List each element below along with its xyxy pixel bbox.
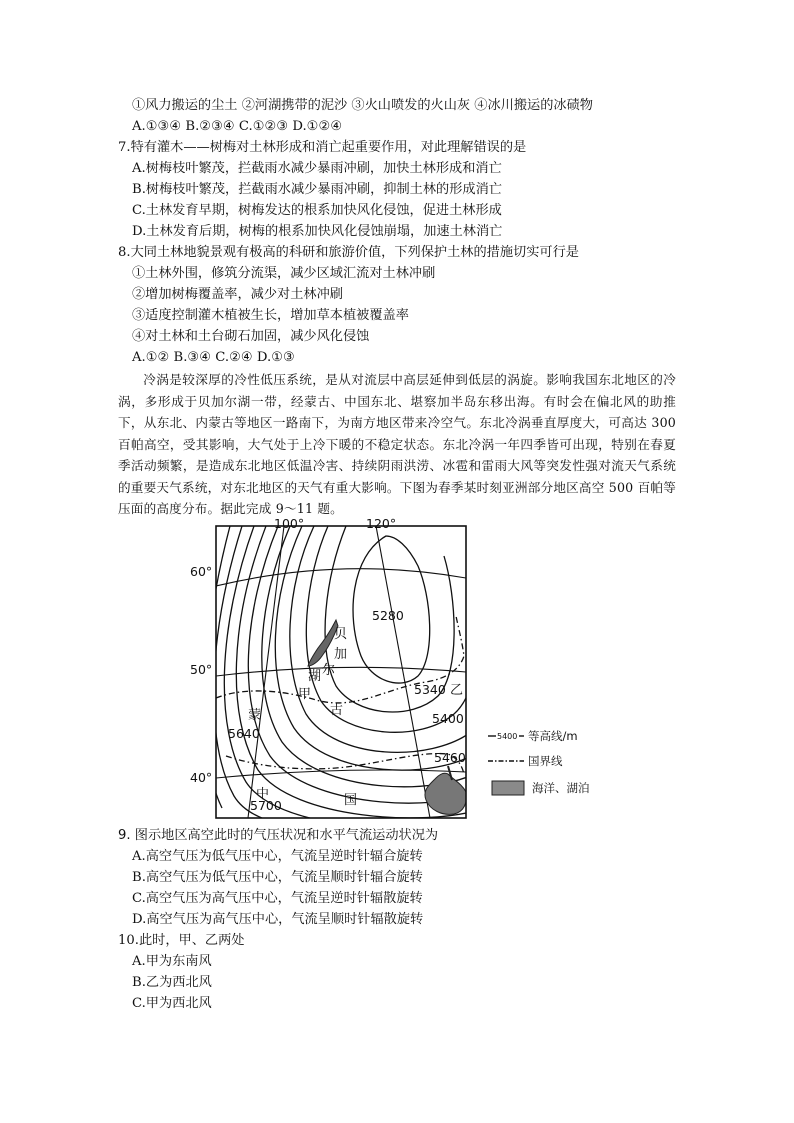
reading-passage [118,369,676,520]
label-contour-5400: 5400 [432,711,464,726]
q8-options: A.①② B.③④ C.②④ D.①③ [132,350,295,365]
label-contour-5340: 5340 [414,682,446,697]
q10-option-a: A.甲为东南风 [132,954,212,969]
contour-lines [205,526,476,822]
label-er: 尔 [322,663,336,678]
label-gu: 古 [330,703,344,718]
legend-water [492,781,590,795]
label-meng: 蒙 [248,708,262,723]
q7-stem: 7.特有灌木——树梅对土林形成和消亡起重要作用，对此理解错误的是 [118,140,527,155]
q8-item-3: ③适度控制灌木植被生长，增加草本植被覆盖率 [132,308,409,323]
legend-border-label: 国界线 [528,754,563,768]
label-jia: 加 [334,647,348,662]
label-contour-5700: 5700 [250,798,282,813]
label-lon-120: 120° [366,516,397,531]
label-zhong: 中 [256,787,270,802]
legend-contour [488,729,578,743]
q7-option-d: D.土林发育后期，树梅的根系加快风化侵蚀崩塌，加速土林消亡 [132,224,503,239]
q9-option-c: C.高空气压为高气压中心，气流呈逆时针辐散旋转 [132,891,423,906]
q9-option-d: D.高空气压为高气压中心，气流呈顺时针辐散旋转 [132,912,424,927]
label-lat-50: 50° [190,662,213,677]
map-legend [486,726,626,806]
q9-option-b: B.高空气压为低气压中心，气流呈顺时针辐合旋转 [132,870,423,885]
legend-contour-label: 等高线/m [528,729,578,743]
legend-contour-sample: 5400 [497,732,518,741]
legend-border [488,754,563,768]
q10-stem: 10.此时，甲、乙两处 [118,933,245,948]
label-lat-40: 40° [190,770,213,785]
q8-stem: 8.大同土林地貌景观有极高的科研和旅游价值，下列保护土林的措施切实可行是 [118,245,579,260]
label-point-jia: 甲 [298,687,312,702]
q8-item-2: ②增加树梅覆盖率，减少对土林冲刷 [132,287,343,302]
label-contour-5460: 5460 [434,750,466,765]
q7-option-c: C.土林发育早期，树梅发达的根系加快风化侵蚀，促进土林形成 [132,203,502,218]
label-guo: 国 [344,793,358,808]
q6-options: A.①③④ B.②③④ C.①②③ D.①②④ [132,119,343,134]
q7-option-b: B.树梅枝叶繁茂，拦截雨水减少暴雨冲刷，抑制土林的形成消亡 [132,182,502,197]
label-contour-5280: 5280 [372,608,404,623]
q10-option-c: C.甲为西北风 [132,996,212,1011]
q8-item-1: ①土林外围，修筑分流渠，减少区域汇流对土林冲刷 [132,266,436,281]
q9-option-a: A.高空气压为低气压中心，气流呈逆时针辐合旋转 [132,849,423,864]
q8-item-4: ④对土林和土台砌石加固，减少风化侵蚀 [132,329,370,344]
q6-items: ①风力搬运的尘土 ②河湖携带的泥沙 ③火山喷发的火山灰 ④冰川搬运的冰碛物 [132,98,593,113]
label-contour-5640: 5640 [228,726,260,741]
q10-option-b: B.乙为西北风 [132,975,212,990]
geopotential-height-map [186,516,476,822]
q7-option-a: A.树梅枝叶繁茂，拦截雨水减少暴雨冲刷，加快土林形成和消亡 [132,161,502,176]
label-lat-60: 60° [190,564,213,579]
latitude-line-50 [216,667,466,676]
label-hu: 湖 [308,669,322,684]
latitude-line-60 [216,569,466,586]
legend-water-label: 海洋、湖泊 [532,781,590,795]
label-bei: 贝 [334,627,348,642]
label-point-yi: 乙 [450,683,464,698]
passage-text: 冷涡是较深厚的冷性低压系统，是从对流层中高层延伸到低层的涡旋。影响我国东北地区的冷涡，多形成于贝加尔湖一带，经蒙古、中国东北、堪察加半岛东移出海。有时会在偏北风的助推下，从东北、内蒙古等地区一路南下，为南方地区带来冷空气。东北冷涡垂直厚度大，可高达 300 百帕高空，受其影响，大气处于上冷下暖的不稳定状态。东北冷涡一年四季皆可出现，特别在春夏季活动频繁，是造成东北地区低温冷害、持续阴雨洪涝、冰雹和雷雨大风等突发性强对流天气系统的重要天气系统，对东北地区的天气有重大影响。下图为春季某时刻亚洲部分地区高空 500 百帕等压面的高度分布。据此完成 9～11 题。 [118,372,676,516]
q9-stem: 9. 图示地区高空此时的气压状况和水平气流运动状况为 [118,828,439,843]
label-lon-100: 100° [274,516,305,531]
